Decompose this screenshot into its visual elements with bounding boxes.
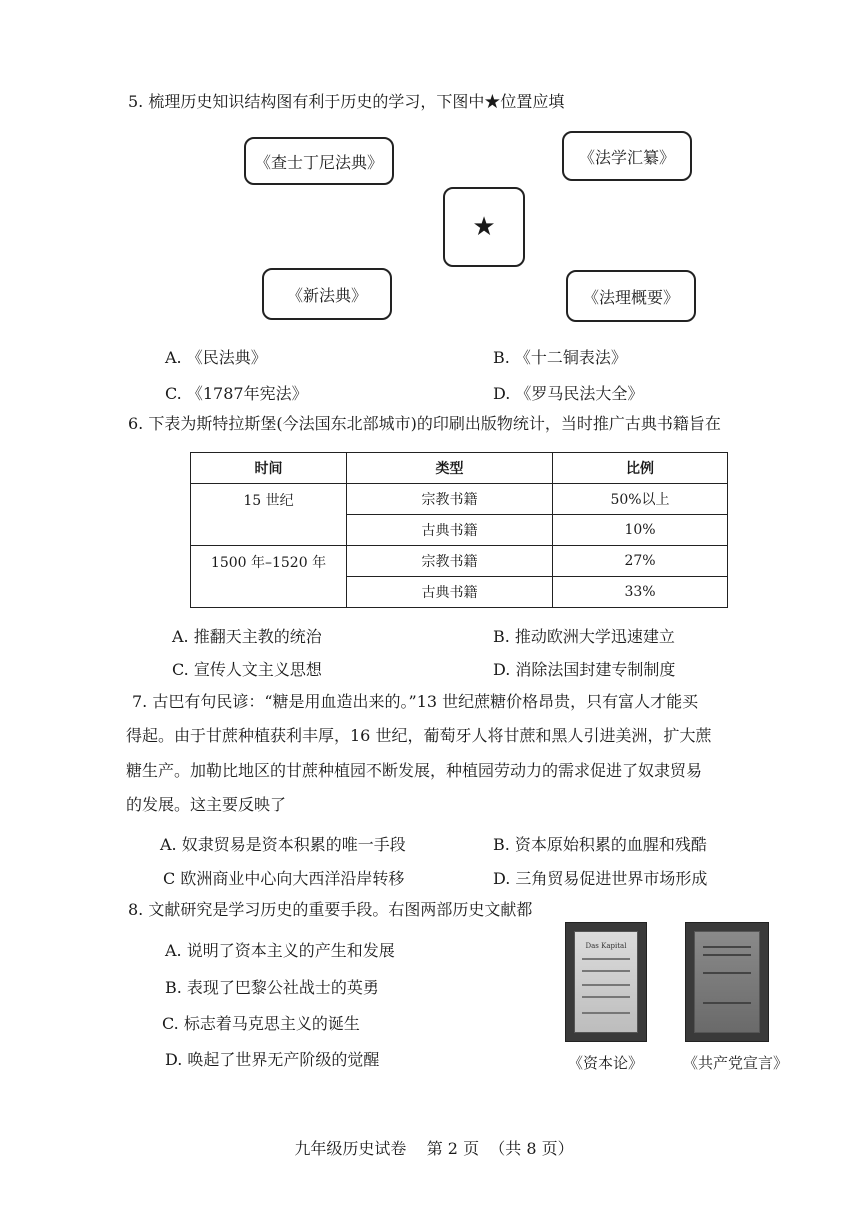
table-type-cell: 古典书籍 (347, 577, 553, 608)
table-period-cell: 15 世纪 (191, 484, 347, 546)
table-header-cell: 时间 (191, 453, 347, 484)
star-icon: ★ (472, 212, 496, 242)
table-ratio-cell: 10% (553, 515, 728, 546)
q6-option-c: C. 宣传人文主义思想 (172, 660, 322, 679)
q5-stem: 5. 梳理历史知识结构图有利于历史的学习，下图中★位置应填 (128, 92, 565, 111)
q5-box-top-right-label: 《法学汇纂》 (578, 147, 675, 167)
table-period-cell: 1500 年–1520 年 (191, 546, 347, 608)
table-type-cell: 宗教书籍 (347, 546, 553, 577)
table-type-cell: 古典书籍 (347, 515, 553, 546)
table-type-cell: 宗教书籍 (347, 484, 553, 515)
cover-text-line (703, 946, 752, 948)
q7-option-c: C 欧洲商业中心向大西洋沿岸转移 (163, 869, 405, 888)
table-header-row (191, 453, 728, 484)
q8-option-b: B. 表现了巴黎公社战士的英勇 (165, 978, 379, 997)
q7-line-3: 糖生产。加勒比地区的甘蔗种植园不断发展，种植园劳动力的需求促进了奴隶贸易 (126, 761, 703, 780)
q7-line-1: 7. 古巴有句民谚：“糖是用血造出来的。”13 世纪蔗糖价格昂贵，只有富人才能买 (132, 692, 699, 711)
table-header-cell: 类型 (347, 453, 553, 484)
q8-option-a: A. 说明了资本主义的产生和发展 (165, 941, 395, 960)
cover-text-line (703, 954, 752, 956)
q5-option-b: B. 《十二铜表法》 (493, 348, 627, 367)
q5-box-center (443, 187, 525, 267)
q7-option-a: A. 奴隶贸易是资本积累的唯一手段 (160, 835, 406, 854)
q7-line-2: 得起。由于甘蔗种植获利丰厚，16 世纪，葡萄牙人将甘蔗和黑人引进美洲，扩大蔗 (126, 726, 712, 745)
das-kapital-cover-image (565, 922, 647, 1042)
q5-option-a: A. 《民法典》 (165, 348, 267, 367)
q6-stem: 6. 下表为斯特拉斯堡(今法国东北部城市)的印刷出版物统计，当时推广古典书籍旨在 (128, 414, 721, 433)
cover-text-line (703, 1002, 752, 1004)
q5-box-top-right (562, 131, 692, 181)
q5-option-c: C. 《1787年宪法》 (165, 384, 308, 403)
cover-text-line (582, 996, 629, 998)
cover-text-line (582, 1012, 629, 1014)
table-ratio-cell: 27% (553, 546, 728, 577)
table-row (191, 546, 728, 577)
das-kapital-cover-title: Das Kapital (585, 942, 627, 950)
q8-option-d: D. 唤起了世界无产阶级的觉醒 (165, 1050, 380, 1069)
q6-option-d: D. 消除法国封建专制制度 (493, 660, 676, 679)
q6-option-b: B. 推动欧洲大学迅速建立 (493, 627, 675, 646)
q7-line-4: 的发展。这主要反映了 (126, 795, 287, 814)
table-ratio-cell: 50%以上 (553, 484, 728, 515)
das-kapital-cover (574, 931, 638, 1033)
cover-text-line (703, 972, 752, 974)
q8-stem: 8. 文献研究是学习历史的重要手段。右图两部历史文献都 (128, 900, 533, 919)
q5-box-top-left (244, 137, 394, 185)
cover-text-line (582, 984, 629, 986)
q5-box-bottom-left-label: 《新法典》 (286, 285, 367, 305)
q5-box-bottom-left (262, 268, 392, 320)
q5-option-d: D. 《罗马民法大全》 (493, 384, 644, 403)
q8-option-c: C. 标志着马克思主义的诞生 (162, 1014, 360, 1033)
table-header-cell: 比例 (553, 453, 728, 484)
q5-box-bottom-right-label: 《法理概要》 (582, 287, 679, 307)
das-kapital-caption: 《资本论》 (568, 1054, 644, 1072)
communist-manifesto-caption: 《共产党宣言》 (683, 1054, 789, 1072)
q5-box-bottom-right (566, 270, 696, 322)
q7-option-b: B. 资本原始积累的血腥和残酷 (493, 835, 707, 854)
cover-text-line (582, 958, 629, 960)
table-ratio-cell: 33% (553, 577, 728, 608)
page-footer: 九年级历史试卷 第 2 页 （共 8 页） (294, 1139, 574, 1158)
cover-text-line (582, 970, 629, 972)
table-row (191, 484, 728, 515)
communist-manifesto-cover (694, 931, 760, 1033)
q6-option-a: A. 推翻天主教的统治 (172, 627, 322, 646)
q7-option-d: D. 三角贸易促进世界市场形成 (493, 869, 708, 888)
communist-manifesto-cover-image (685, 922, 769, 1042)
q5-box-top-left-label: 《查士丁尼法典》 (254, 152, 383, 172)
q6-stats-table (190, 452, 728, 608)
